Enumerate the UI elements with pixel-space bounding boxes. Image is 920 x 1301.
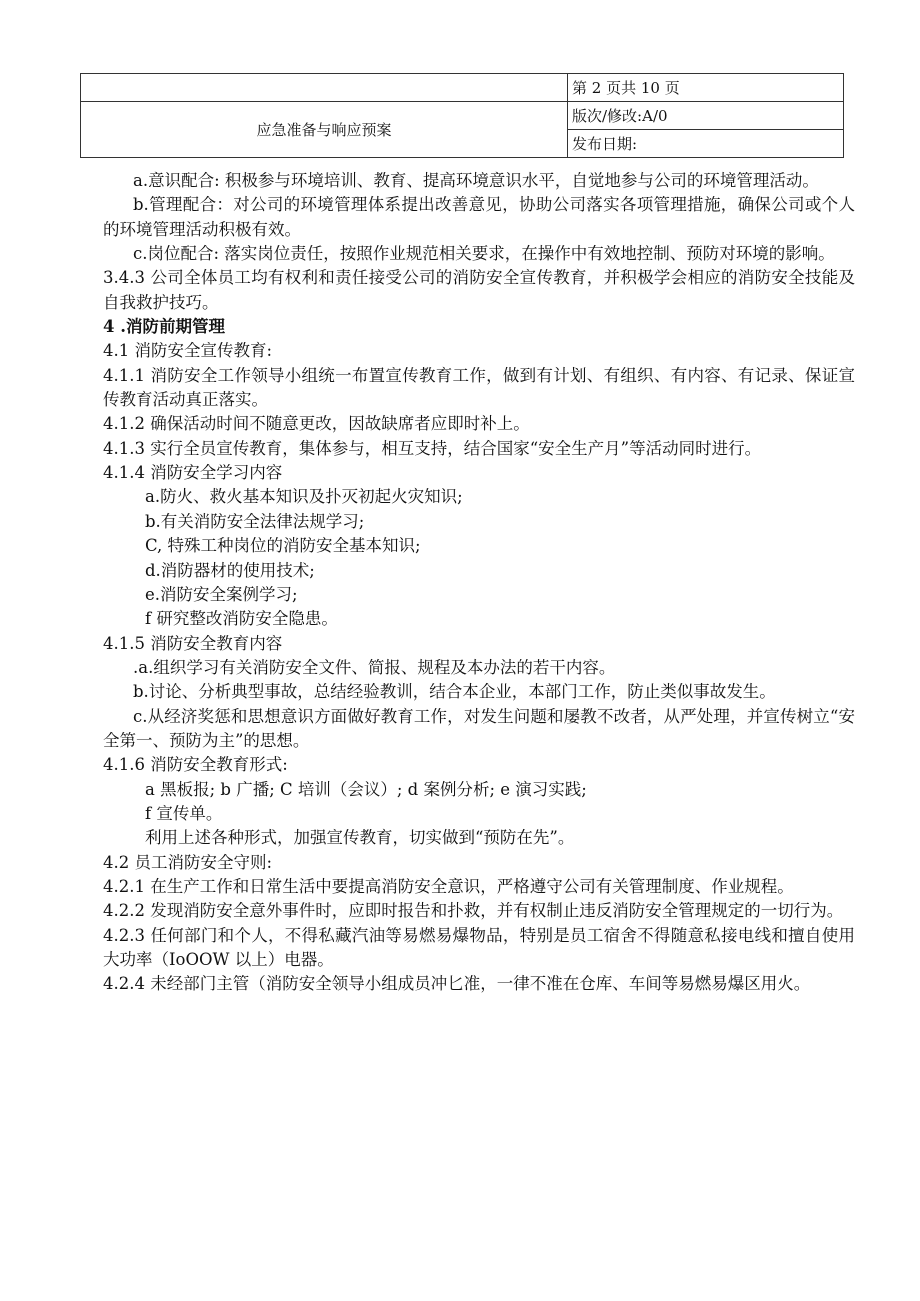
- paragraph: 4.1.4 消防安全学习内容: [103, 463, 283, 483]
- paragraph: f 宣传单。: [145, 803, 223, 823]
- paragraph: f 研究整改消防安全隐患。: [145, 609, 338, 629]
- paragraph: .a.组织学习有关消防安全文件、简报、规程及本办法的若干内容。: [133, 657, 616, 677]
- paragraph: C, 特殊工种岗位的消防安全基本知识;: [145, 536, 421, 556]
- document-body: [103, 169, 855, 997]
- page-number: 第 2 页共 10 页: [568, 74, 844, 102]
- paragraph: c.从经济奖惩和思想意识方面做好教育工作，对发生问题和屡教不改者，从严处理，并宣传树立“安全第一、预防为主”的思想。: [103, 706, 855, 750]
- paragraph: 4.2.2 发现消防安全意外事件时，应即时报告和扑救，并有权制止违反消防安全管理规定的一切行为。: [103, 901, 844, 921]
- version-label: 版次/修改:A/0: [568, 102, 844, 130]
- paragraph: b.管理配合：对公司的环境管理体系提出改善意见，协助公司落实各项管理措施，确保公司或个人的环境管理活动积极有效。: [103, 195, 855, 239]
- paragraph: b.讨论、分析典型事故，总结经验教训，结合本企业，本部门工作，防止类似事故发生。: [133, 682, 776, 702]
- paragraph: 4.1.1 消防安全工作领导小组统一布置宣传教育工作，做到有计划、有组织、有内容、有记录、保证宣传教育活动真正落实。: [103, 365, 855, 410]
- paragraph: 4.1.5 消防安全教育内容: [103, 633, 283, 653]
- paragraph: 4.1.6 消防安全教育形式:: [103, 755, 288, 775]
- paragraph: b.有关消防安全法律法规学习;: [145, 511, 365, 531]
- paragraph: 利用上述各种形式，加强宣传教育，切实做到“预防在先”。: [145, 828, 575, 848]
- document-header-table: [80, 73, 844, 158]
- paragraph: 4.2.1 在生产工作和日常生活中要提高消防安全意识，严格遵守公司有关管理制度、作业规程。: [103, 876, 794, 896]
- paragraph: 3.4.3 公司全体员工均有权利和责任接受公司的消防安全宣传教育，并积极学会相应的消防安全技能及自我救护技巧。: [103, 268, 855, 312]
- paragraph: 4.2.3 任何部门和个人，不得私藏汽油等易燃易爆物品，特别是员工宿舍不得随意私接电线和擅自使用大功率（IoOOW 以上）电器。: [103, 925, 855, 969]
- paragraph: 4.1.3 实行全员宣传教育，集体参与，相互支持，结合国家“安全生产月”等活动同时进行。: [103, 438, 762, 458]
- paragraph: a 黑板报; b 广播; C 培训（会议）; d 案例分析; e 演习实践;: [145, 779, 587, 799]
- paragraph: d.消防器材的使用技术;: [145, 560, 315, 580]
- document-title: 应急准备与响应预案: [81, 102, 568, 158]
- paragraph: c.岗位配合: 落实岗位责任，按照作业规范相关要求，在操作中有效地控制、预防对环境的影响。: [133, 244, 835, 264]
- paragraph: a.防火、救火基本知识及扑灭初起火灾知识;: [145, 487, 463, 507]
- paragraph: 4.2 员工消防安全守则:: [103, 852, 273, 872]
- paragraph: 4.1 消防安全宣传教育:: [103, 341, 273, 361]
- paragraph: a.意识配合: 积极参与环境培训、教育、提高环境意识水平，自觉地参与公司的环境管理活动。: [133, 171, 819, 190]
- header-blank-cell: [81, 74, 568, 102]
- publish-date-label: 发布日期:: [568, 130, 844, 158]
- paragraph: 4.1.2 确保活动时间不随意更改，因故缺席者应即时补上。: [103, 414, 530, 434]
- paragraph: 4 .消防前期管理: [103, 317, 225, 337]
- paragraph: e.消防安全案例学习;: [145, 584, 298, 604]
- paragraph: 4.2.4 未经部门主管（消防安全领导小组成员冲匕准，一律不准在仓库、车间等易燃易爆区用火。: [103, 974, 811, 994]
